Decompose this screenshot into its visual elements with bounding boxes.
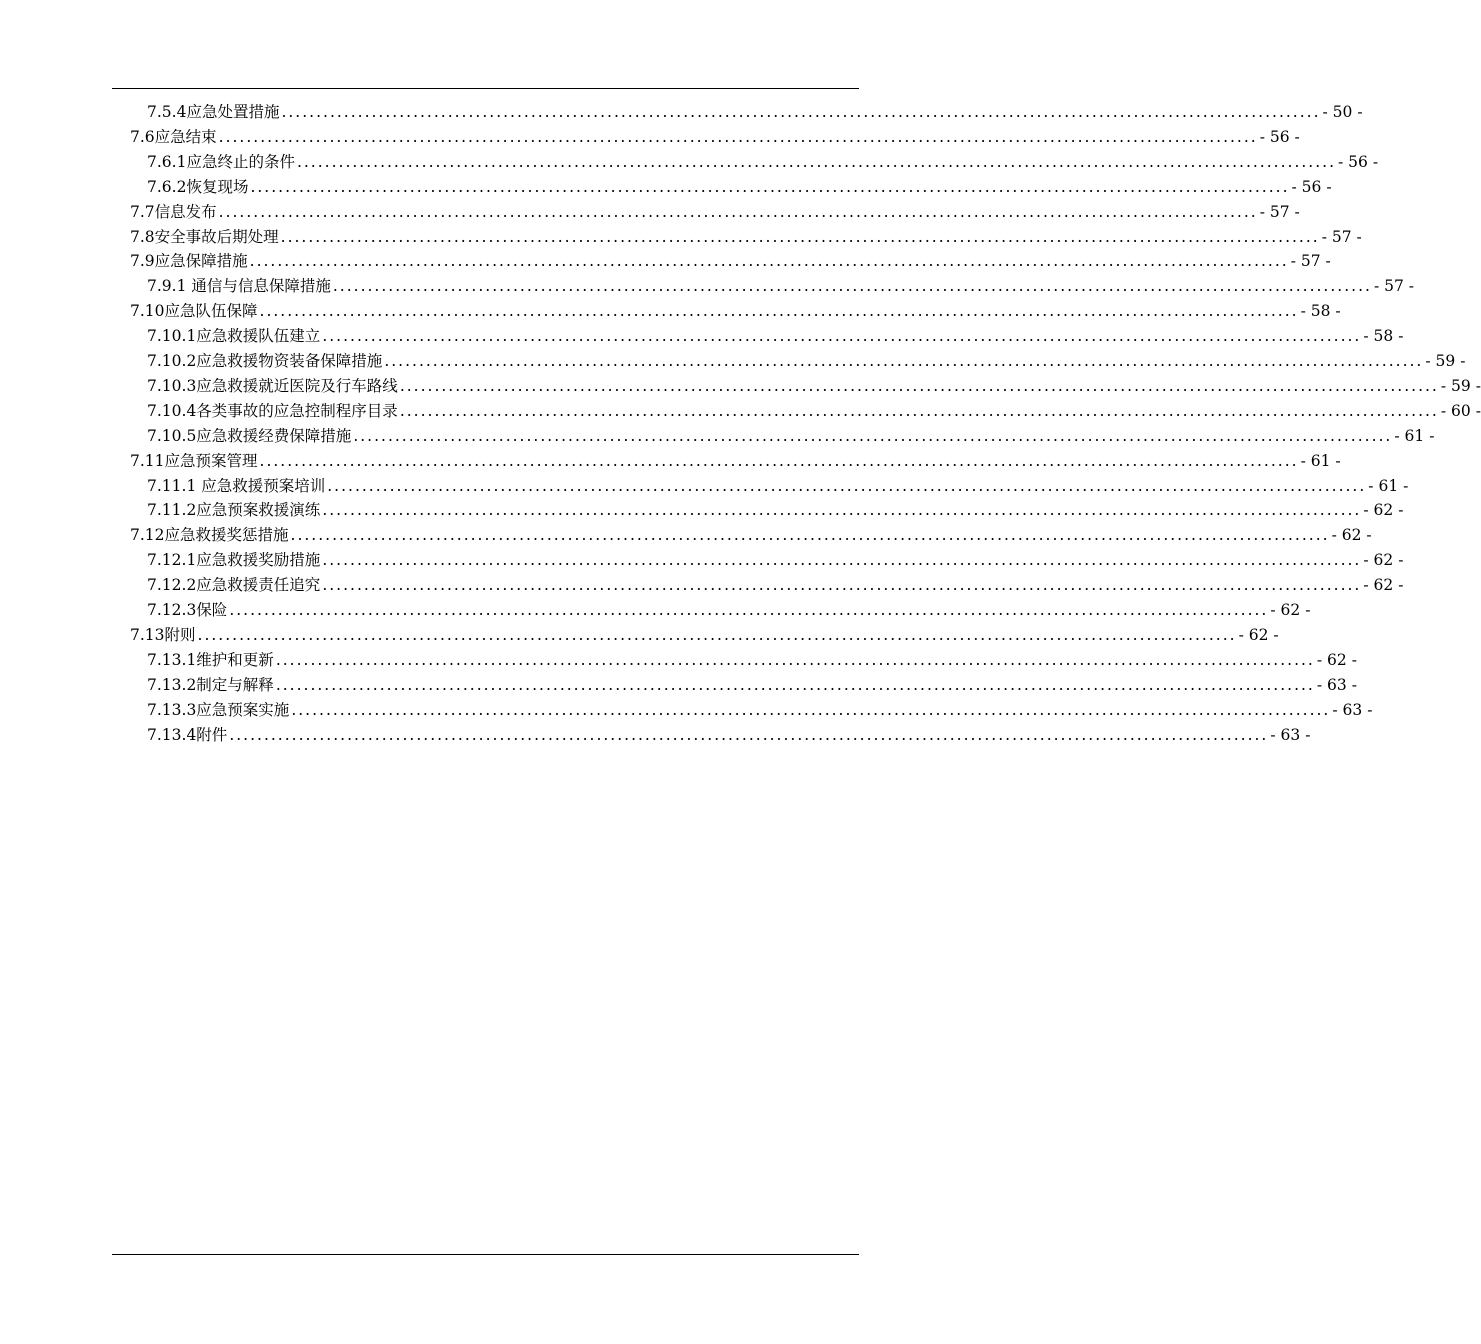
toc-dot-leader: ...................................................................................................................................................... bbox=[290, 526, 1330, 545]
toc-page-number: - 63 - bbox=[1316, 675, 1357, 694]
toc-entry[interactable] bbox=[147, 150, 1379, 175]
toc-entry-title: 7.13.1维护和更新 bbox=[147, 650, 274, 669]
toc-page-number: - 63 - bbox=[1332, 700, 1373, 719]
toc-page-number: - 57 - bbox=[1290, 252, 1331, 271]
toc-entry[interactable] bbox=[130, 125, 1300, 150]
toc-entry[interactable] bbox=[147, 598, 1311, 623]
toc-entry[interactable] bbox=[147, 175, 1332, 200]
toc-entry-title: 7.6应急结束 bbox=[130, 127, 217, 146]
toc-page-number: - 59 - bbox=[1425, 352, 1466, 370]
toc-entry-title: 7.12应急救援奖惩措施 bbox=[130, 526, 289, 545]
toc-entry-title: 7.13.4附件 bbox=[147, 725, 228, 744]
toc-entry-title: 7.13.2制定与解释 bbox=[147, 675, 274, 694]
toc-entry[interactable] bbox=[130, 200, 1300, 225]
toc-entry[interactable] bbox=[130, 623, 1279, 648]
toc-dot-leader: ...................................................................................................................................................... bbox=[322, 501, 1362, 520]
toc-page-number: - 61 - bbox=[1300, 451, 1341, 470]
toc-page-number: - 56 - bbox=[1338, 152, 1379, 171]
toc-dot-leader: ...................................................................................................................................................... bbox=[249, 252, 1289, 271]
toc-dot-leader: ...................................................................................................................................................... bbox=[322, 551, 1362, 570]
toc-dot-leader: ...................................................................................................................................................... bbox=[384, 352, 1424, 370]
toc-entry[interactable] bbox=[147, 374, 1481, 399]
toc-entry-title: 7.9.1 通信与信息保障措施 bbox=[147, 277, 331, 296]
toc-dot-leader: ...................................................................................................................................................... bbox=[281, 103, 1321, 121]
toc-dot-leader: ...................................................................................................................................................... bbox=[218, 127, 1258, 146]
toc-page-number: - 58 - bbox=[1300, 302, 1341, 321]
toc-entry[interactable] bbox=[147, 573, 1404, 598]
toc-entry-title: 7.11.1 应急救援预案培训 bbox=[147, 476, 326, 495]
toc-entry-title: 7.10.1应急救援队伍建立 bbox=[147, 327, 321, 346]
toc-page-number: - 62 - bbox=[1363, 576, 1404, 595]
toc-entry[interactable] bbox=[147, 399, 1481, 424]
toc-entry[interactable] bbox=[147, 648, 1357, 673]
toc-page-number: - 62 - bbox=[1238, 625, 1279, 644]
toc-entry[interactable] bbox=[130, 523, 1372, 548]
toc-entry[interactable] bbox=[130, 225, 1362, 250]
toc-page-number: - 56 - bbox=[1259, 127, 1300, 146]
toc-dot-leader: ...................................................................................................................................................... bbox=[280, 227, 1320, 246]
toc-entry[interactable] bbox=[130, 299, 1341, 324]
toc-page-number: - 62 - bbox=[1270, 601, 1311, 619]
toc-entry-title: 7.10.4各类事故的应急控制程序目录 bbox=[147, 401, 398, 420]
toc-entry[interactable] bbox=[147, 673, 1357, 698]
toc-dot-leader: ...................................................................................................................................................... bbox=[332, 277, 1372, 296]
toc-dot-leader: ...................................................................................................................................................... bbox=[229, 725, 1269, 744]
toc-dot-leader: ...................................................................................................................................................... bbox=[327, 476, 1367, 495]
toc-page-number: - 58 - bbox=[1363, 327, 1404, 346]
toc-page-number: - 57 - bbox=[1259, 202, 1300, 221]
toc-dot-leader: ...................................................................................................................................................... bbox=[275, 650, 1315, 669]
toc-entry[interactable] bbox=[147, 698, 1373, 723]
toc-entry-title: 7.6.1应急终止的条件 bbox=[147, 152, 295, 171]
toc-page-number: - 62 - bbox=[1363, 501, 1404, 520]
toc-dot-leader: ...................................................................................................................................................... bbox=[218, 202, 1258, 221]
toc-dot-leader: ...................................................................................................................................................... bbox=[322, 327, 1362, 346]
toc-entry[interactable] bbox=[147, 349, 1466, 374]
toc-page-number: - 62 - bbox=[1316, 650, 1357, 669]
toc-page-number: - 57 - bbox=[1321, 227, 1362, 246]
toc-dot-leader: ...................................................................................................................................................... bbox=[291, 700, 1331, 719]
toc-page-number: - 63 - bbox=[1270, 725, 1311, 744]
toc-page-number: - 62 - bbox=[1331, 526, 1372, 545]
toc-page-number: - 61 - bbox=[1368, 476, 1409, 495]
toc-dot-leader: ...................................................................................................................................................... bbox=[296, 152, 1337, 171]
footer-rule bbox=[112, 1254, 859, 1255]
toc-entry[interactable] bbox=[147, 274, 1414, 299]
header-rule bbox=[112, 88, 859, 89]
toc-entry[interactable] bbox=[147, 498, 1404, 523]
toc-entry-title: 7.11.2应急预案救援演练 bbox=[147, 501, 321, 520]
toc-dot-leader: ...................................................................................................................................................... bbox=[399, 401, 1439, 420]
toc-dot-leader: ...................................................................................................................................................... bbox=[322, 576, 1362, 595]
toc-entry-title: 7.12.1应急救援奖励措施 bbox=[147, 551, 321, 570]
toc-entry-title: 7.10.3应急救援就近医院及行车路线 bbox=[147, 376, 398, 395]
toc-entry-title: 7.9应急保障措施 bbox=[130, 252, 248, 271]
toc-entry[interactable] bbox=[147, 548, 1404, 573]
toc-page-number: - 62 - bbox=[1363, 551, 1404, 570]
toc-dot-leader: ...................................................................................................................................................... bbox=[353, 426, 1393, 445]
toc-dot-leader: ...................................................................................................................................................... bbox=[259, 451, 1299, 470]
toc-entry-title: 7.12.3保险 bbox=[147, 601, 228, 619]
toc-entry[interactable] bbox=[147, 100, 1363, 125]
toc-entry-title: 7.10应急队伍保障 bbox=[130, 302, 258, 321]
toc-entry-title: 7.13.3应急预案实施 bbox=[147, 700, 290, 719]
toc-entry[interactable] bbox=[147, 723, 1311, 748]
toc-entry-title: 7.12.2应急救援责任追究 bbox=[147, 576, 321, 595]
toc-entry-title: 7.6.2恢复现场 bbox=[147, 177, 249, 196]
toc-dot-leader: ...................................................................................................................................................... bbox=[197, 625, 1237, 644]
toc-page-number: - 60 - bbox=[1440, 401, 1481, 420]
toc-dot-leader: ...................................................................................................................................................... bbox=[275, 675, 1315, 694]
toc-page-number: - 59 - bbox=[1440, 376, 1481, 395]
toc-entry[interactable] bbox=[147, 324, 1404, 349]
toc-entry-title: 7.13附则 bbox=[130, 625, 196, 644]
toc-page-number: - 61 - bbox=[1394, 426, 1435, 445]
toc-page-number: - 50 - bbox=[1322, 103, 1363, 121]
toc-page-number: - 57 - bbox=[1373, 277, 1414, 296]
toc-page-number: - 56 - bbox=[1291, 177, 1332, 196]
toc-dot-leader: ...................................................................................................................................................... bbox=[229, 601, 1269, 619]
toc-dot-leader: ...................................................................................................................................................... bbox=[259, 302, 1299, 321]
toc-dot-leader: ...................................................................................................................................................... bbox=[250, 177, 1290, 196]
toc-entry[interactable] bbox=[130, 249, 1331, 274]
toc-entry[interactable] bbox=[147, 424, 1435, 449]
toc-entry[interactable] bbox=[147, 474, 1409, 499]
toc-entry-title: 7.10.2应急救援物资装备保障措施 bbox=[147, 352, 383, 370]
toc-entry-title: 7.10.5应急救援经费保障措施 bbox=[147, 426, 352, 445]
toc-entry-title: 7.7信息发布 bbox=[130, 202, 217, 221]
toc-entry-title: 7.5.4应急处置措施 bbox=[147, 103, 280, 121]
toc-entry-title: 7.8安全事故后期处理 bbox=[130, 227, 279, 246]
toc-dot-leader: ...................................................................................................................................................... bbox=[399, 376, 1439, 395]
toc-entry-title: 7.11应急预案管理 bbox=[130, 451, 258, 470]
toc-entry[interactable] bbox=[130, 449, 1341, 474]
